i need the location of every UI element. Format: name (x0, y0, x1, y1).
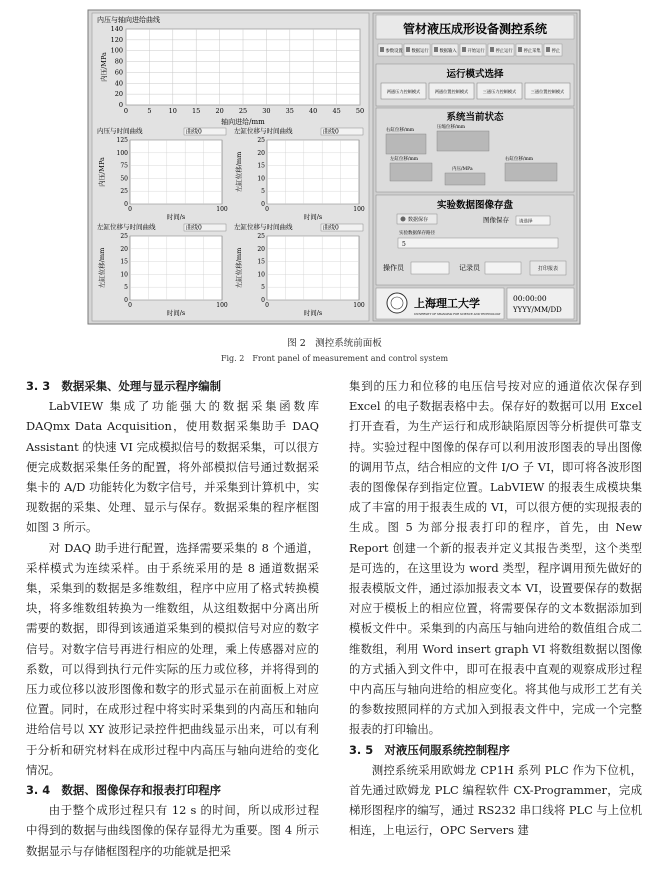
small-chart-xlabel: 时间/s (166, 213, 186, 221)
x-tick-label: 30 (262, 107, 271, 115)
legend-label: 曲线0 (323, 128, 339, 136)
small-chart-title: 内压与时间曲线 (97, 127, 143, 135)
toolbar-icon (518, 47, 522, 52)
mode-button-label: 三通位置控制模式 (530, 89, 565, 94)
small-chart-ylabel: 左缸位移/mm (98, 247, 106, 289)
toolbar-icon (380, 47, 384, 52)
status-title: 系统当前状态 (446, 112, 504, 123)
small-chart-title: 左缸位移与时间曲线 (97, 223, 156, 231)
y-tick-label: 15 (257, 258, 265, 266)
x-tick-label: 0 (265, 206, 269, 213)
mode-button-label: 两通位置控制模式 (434, 89, 469, 94)
small-chart-plot (267, 236, 359, 300)
x-tick-label: 25 (238, 107, 248, 115)
y-tick-label: 15 (257, 162, 265, 170)
paragraph-save-intro: 由于整个成形过程只有 12 s 的时间，所以成形过程中得到的数据与曲线图像的保存显得尤为重要。图 4 所示数据显示与存储框图程序的功能就是把采 (26, 803, 319, 858)
logo-text: 上海理工大学 (414, 297, 480, 310)
path-label: 实验数据保存路径 (399, 231, 435, 236)
y-tick-label: 5 (261, 188, 265, 196)
toolbar-icon (462, 47, 466, 52)
main-chart-xlabel: 轴向进给/mm (221, 118, 265, 126)
small-chart-xlabel: 时间/s (166, 309, 186, 317)
status-value-3 (390, 163, 432, 181)
x-tick-label: 15 (192, 107, 201, 115)
toolbar-button-label: 数据输入 (439, 49, 457, 54)
save-title: 实验数据图像存盘 (436, 200, 514, 211)
y-tick-label: 25 (120, 233, 128, 240)
y-tick-label: 15 (120, 258, 128, 266)
legend-label: 曲线0 (186, 224, 202, 232)
toolbar-button-label: 参数设置 (385, 49, 403, 54)
left-column (26, 376, 319, 861)
main-chart-ylabel: 内压/MPa (100, 52, 108, 82)
y-tick-label: 80 (114, 57, 123, 66)
y-tick-label: 25 (257, 137, 265, 144)
small-chart-plot (130, 236, 222, 300)
toolbar-icon (406, 47, 410, 52)
x-tick-label: 50 (355, 107, 365, 115)
small-chart-plot (130, 140, 222, 204)
y-tick-label: 5 (124, 284, 128, 292)
disk-icon (401, 217, 406, 222)
x-tick-label: 35 (285, 107, 294, 115)
mode-button-label: 两通压力控制模式 (386, 89, 421, 94)
y-tick-label: 0 (124, 201, 128, 208)
section-3-3-heading: 3. 3 数据采集、处理与显示程序编制 (26, 379, 222, 393)
operator-label: 操作员 (383, 264, 404, 272)
paragraph-labview-daq: LabVIEW 集成了功能强大的数据采集函数库 DAQmx Data Acquisition，使用数据采集助手 DAQ Assistant 的快速 VI 完成模拟信号的数据采集，可以很方便完成数据采集任务的配置，将外部模拟信号通过数据采集卡的 A/D 功能转化为数字信号，并采集到计算机中，实现数据的采集、处理、显示与保存。数据采集的程序框图如图 3 所示。 (26, 399, 319, 535)
paragraph-daq-config: 对 DAQ 助手进行配置，选择需要采集的 8 个通道，采样模式为连续采样。由于系统采用的是 8 通道数据采集，采集到的数据是多维数组，程序中应用了格式转换模块，将多维数组转换为一维数组，从这组数据中分离出所需要的数据，即得到该通道采集到的模拟信号对应的数字信号。对数字信号再进行相应的处理，乘上传感器对应的系数，可以得到执行元件实际的压力或位移，并将得到的压力或位移以波形图像和数字的形式显示在前面板上对应位置。同时，在成形过程中将实时采集到的内高压和轴向进给信号以 XY 波形记录控件把曲线显示出来，可以有利于分析和研究材料在成形过程中内高压与轴向进给的变化情况。 (26, 540, 319, 777)
y-tick-label: 20 (257, 245, 265, 253)
recorder-label: 记录员 (459, 264, 480, 272)
mode-button-label: 三通压力控制模式 (482, 89, 517, 94)
y-tick-label: 10 (257, 271, 265, 279)
y-tick-label: 100 (110, 46, 123, 55)
system-title: 管材液压成形设备测控系统 (402, 22, 548, 36)
small-chart-plot (267, 140, 359, 204)
logo-subtext: UNIVERSITY OF SHANGHAI FOR SCIENCE AND TECHNOLOGY (414, 313, 501, 316)
y-tick-label: 0 (261, 201, 265, 208)
clock-time: 00:00:00 (513, 294, 547, 303)
status-label-1: 右缸位移/mm (386, 128, 415, 133)
path-value: 5 (402, 241, 406, 248)
status-label-2: 压缩位移/mm (437, 125, 466, 130)
figure-caption-en: Fig. 2 Front panel of measurement and control system (220, 354, 449, 363)
toolbar (378, 44, 562, 56)
small-chart-ylabel: 内压/MPa (98, 157, 106, 187)
y-tick-label: 0 (124, 297, 128, 304)
y-tick-label: 20 (257, 149, 265, 157)
y-tick-label: 25 (120, 188, 128, 196)
y-tick-label: 40 (114, 79, 123, 88)
small-chart-title: 左缸位移与时间曲线 (234, 127, 293, 135)
y-tick-label: 25 (257, 233, 265, 240)
status-value-1 (386, 134, 426, 154)
path-input[interactable] (398, 238, 558, 248)
x-tick-label: 5 (147, 107, 152, 115)
x-tick-label: 0 (128, 302, 132, 309)
x-tick-label: 0 (265, 302, 269, 309)
y-tick-label: 120 (110, 35, 123, 44)
y-tick-label: 5 (261, 284, 265, 292)
small-chart-ylabel: 左缸位移/mm (235, 151, 243, 193)
x-tick-label: 100 (353, 206, 365, 213)
y-tick-label: 10 (120, 271, 128, 279)
y-tick-label: 10 (257, 175, 265, 183)
front-panel-figure (0, 0, 669, 330)
small-chart-xlabel: 时间/s (303, 213, 323, 221)
section-3-5-heading: 3. 5 对液压伺服系统控制程序 (349, 742, 510, 757)
x-tick-label: 40 (309, 107, 318, 115)
status-value-2 (437, 131, 489, 151)
y-tick-label: 75 (120, 162, 128, 170)
section-3-4-heading: 3. 4 数据、图像保存和报表打印程序 (26, 783, 222, 798)
y-tick-label: 50 (120, 175, 128, 183)
toolbar-button-label: 数据运行 (411, 49, 429, 54)
y-tick-label: 100 (116, 149, 128, 157)
x-tick-label: 20 (215, 107, 224, 115)
data-save-label: 数据保存 (408, 217, 429, 223)
status-label-3: 左缸位移/mm (390, 157, 419, 162)
y-tick-label: 0 (118, 101, 123, 109)
operator-input[interactable] (411, 262, 449, 274)
x-tick-label: 100 (216, 302, 228, 309)
x-tick-label: 10 (168, 107, 177, 115)
y-tick-label: 140 (110, 25, 123, 33)
x-tick-label: 45 (332, 107, 341, 115)
image-save-select-value: 请选择 (519, 219, 533, 225)
main-chart-title: 内压与轴向进给曲线 (97, 16, 160, 24)
paragraph-save-report: 集到的压力和位移的电压信号按对应的通道依次保存到 Excel 的电子数据表格中去。保存好的数据可以用 Excel 打开查看，为生产运行和成形缺陷原因等分析提供可靠支持。实验过程中图像的保存可以利用波形图表的导出图像的调用节点，结合相应的文件 I/O 子 VI，即可将各波形图表的图像保存到指定位置。LabVIEW 的报表生成模块集成了丰富的用于报表生成的 VI，可以很方便的实现报表的生成。图 5 为部分报表打印的程序，首先，由 New Report 创建一个新的报表并定义其报告类型，这个类型是可选的，在这里设为 word 类型，程序调用预先做好的报表模版文件，通过添加报表文本 VI，设置要保存的数据对应于模板上的相应位置，将需要保存的文本数据添加到模板文件中。采集到的内高压与轴向进给的数值组合成二维数组，利用 Word insert graph VI 将数组数据以图像的方式插入到文件中，即可在报表中直观的观察成形过程中内高压与轴向进给的相应变化。将其他与成形工艺有关的参数按照同样的方式加入到报表文件中，完成一个完整报表的打印输出。 (349, 379, 642, 737)
legend-label: 曲线0 (186, 128, 202, 136)
y-tick-label: 60 (114, 68, 123, 77)
toolbar-button-label: 停止运行 (495, 49, 513, 54)
status-value-4 (445, 173, 485, 185)
x-tick-label: 100 (353, 302, 365, 309)
x-tick-label: 0 (128, 206, 132, 213)
right-column (349, 376, 642, 841)
university-seal-icon (387, 293, 407, 313)
clock-date: YYYY/MM/DD (513, 306, 562, 314)
y-tick-label: 20 (120, 245, 128, 253)
status-value-5 (505, 163, 557, 181)
paragraph-plc: 测控系统采用欧姆龙 CP1H 系列 PLC 作为下位机，首先通过欧姆龙 PLC 编程软件 CX-Programmer，完成梯形图程序的编写，通过 RS232 串口线将 PLC 与上位机相连，上电运行，OPC Servers 建 (349, 762, 642, 838)
x-tick-label: 100 (216, 206, 228, 213)
small-chart-title: 左缸位移与时间曲线 (234, 223, 293, 231)
small-chart-xlabel: 时间/s (303, 309, 323, 317)
toolbar-icon (434, 47, 438, 52)
recorder-input[interactable] (485, 262, 521, 274)
y-tick-label: 20 (114, 90, 123, 99)
status-label-4: 内压/MPa (452, 167, 473, 172)
y-tick-label: 125 (116, 137, 128, 144)
toolbar-icon (546, 47, 550, 52)
print-report-label: 打印报表 (537, 266, 559, 272)
toolbar-button-label: 开始运行 (467, 49, 485, 54)
small-chart-ylabel: 左缸位移/mm (235, 247, 243, 289)
mode-title: 运行模式选择 (446, 69, 504, 80)
y-tick-label: 0 (261, 297, 265, 304)
toolbar-icon (490, 47, 494, 52)
figure-caption-cn: 图 2 测控系统前面板 (287, 338, 382, 349)
x-tick-label: 0 (123, 107, 129, 115)
image-save-label: 图像保存 (483, 216, 509, 224)
toolbar-button-label: 停止采集 (523, 49, 541, 54)
legend-label: 曲线0 (323, 224, 339, 232)
status-label-5: 右缸位移/mm (505, 157, 534, 162)
toolbar-button-label: 停止 (551, 49, 561, 54)
